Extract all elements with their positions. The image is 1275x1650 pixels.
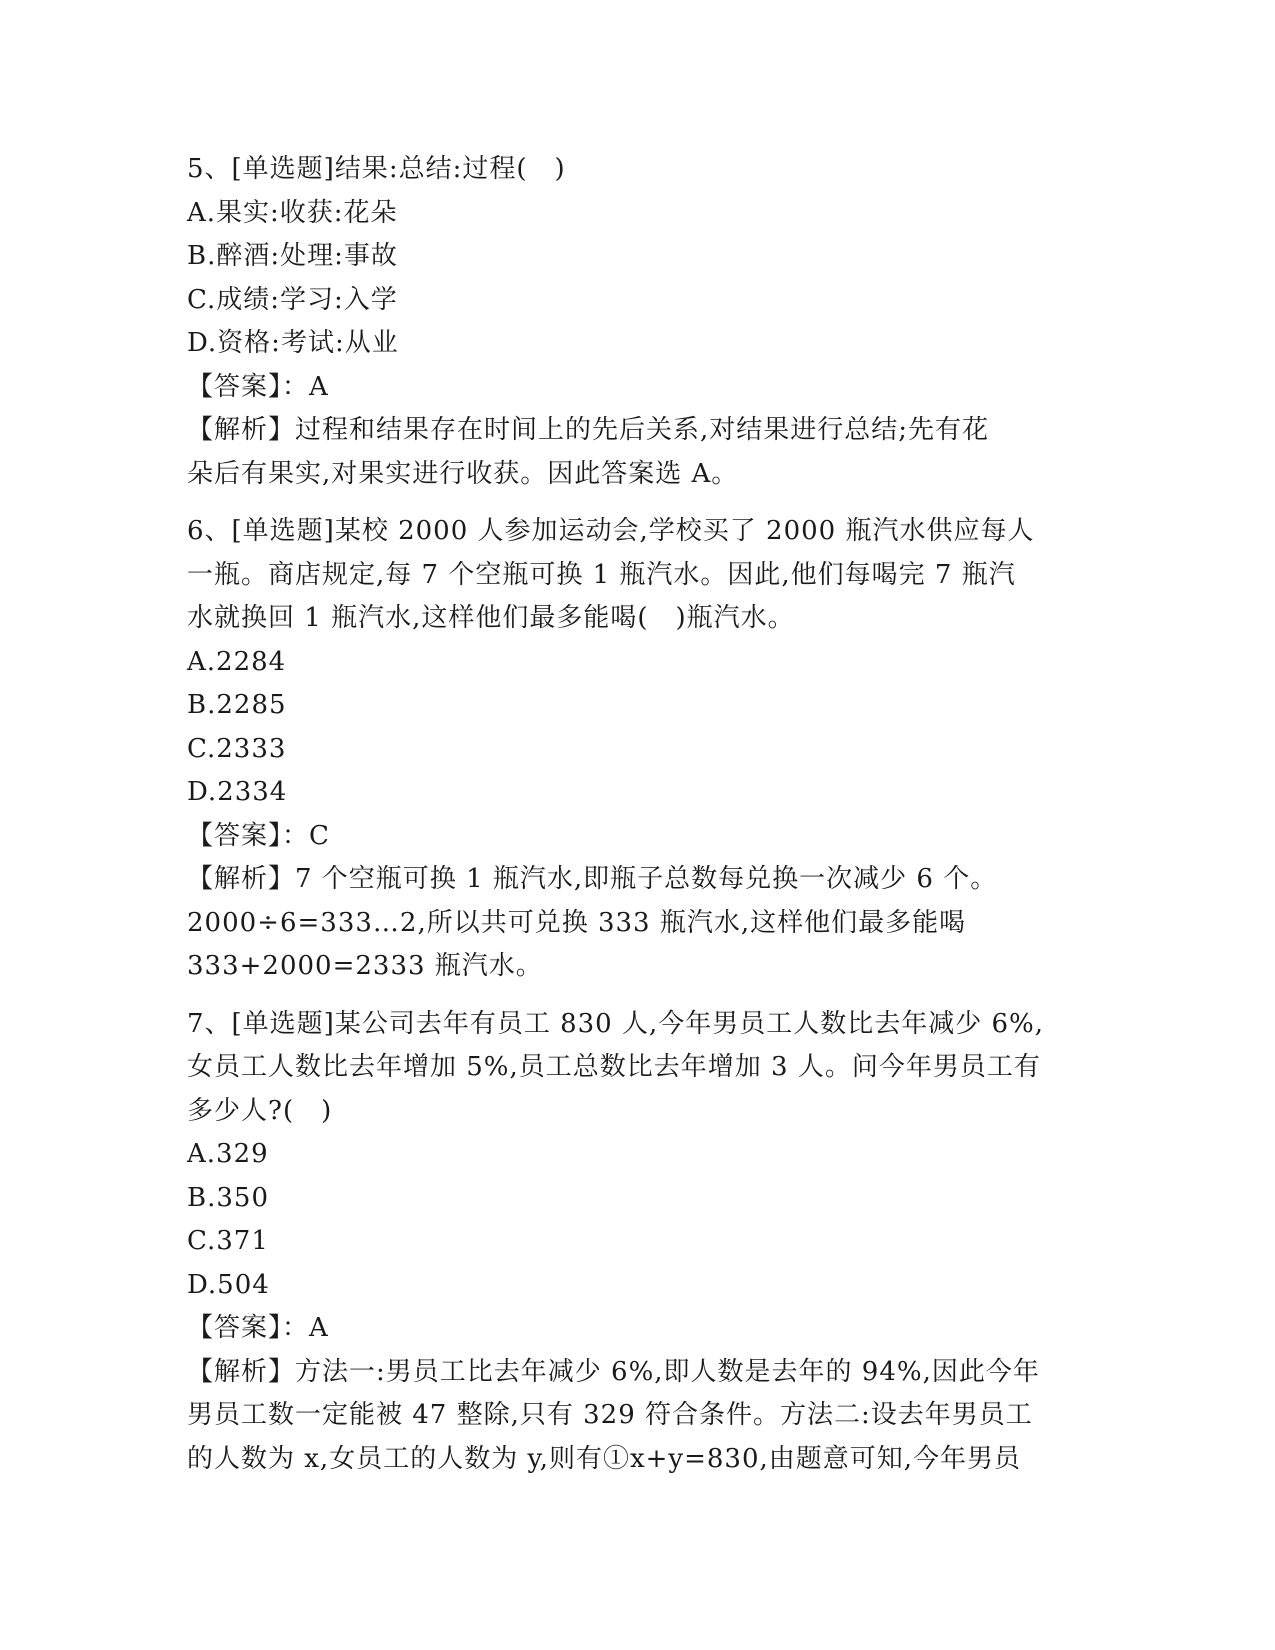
- document-page: [187, 148, 1087, 1481]
- option-c: C.371: [187, 1226, 269, 1256]
- analysis-line: 【解析】过程和结果存在时间上的先后关系,对结果进行总结;先有花: [187, 415, 990, 445]
- analysis-line: 2000÷6=333…2,所以共可兑换 333 瓶汽水,这样他们最多能喝: [187, 907, 967, 938]
- question-stem: 女员工人数比去年增加 5%,员工总数比去年增加 3 人。问今年男员工有: [187, 1052, 1041, 1082]
- option-b: B.2285: [187, 690, 287, 720]
- option-a: A.果实:收获:花朵: [187, 197, 398, 228]
- question-stem: 多少人?( ): [187, 1095, 333, 1126]
- analysis-line: 朵后有果实,对果实进行收获。因此答案选 A。: [187, 458, 739, 489]
- question-7: [187, 1003, 1087, 1482]
- option-d: D.2334: [187, 777, 288, 807]
- option-b: B.350: [187, 1182, 269, 1213]
- analysis-line: 333+2000=2333 瓶汽水。: [187, 951, 543, 981]
- question-6: [187, 510, 1087, 989]
- answer: 【答案】：C: [187, 820, 330, 851]
- question-stem: 水就换回 1 瓶汽水,这样他们最多能喝( )瓶汽水。: [187, 603, 795, 633]
- option-b: B.醉酒:处理:事故: [187, 241, 398, 271]
- analysis-line: 【解析】方法一:男员工比去年减少 6%,即人数是去年的 94%,因此今年: [187, 1356, 1040, 1387]
- option-a: A.2284: [187, 646, 287, 677]
- question-stem: 6、[单选题]某校 2000 人参加运动会,学校买了 2000 瓶汽水供应每人: [187, 516, 1035, 546]
- analysis-line: 男员工数一定能被 47 整除,只有 329 符合条件。方法二:设去年男员工: [187, 1400, 1033, 1430]
- answer: 【答案】：A: [187, 371, 329, 402]
- question-stem: 7、[单选题]某公司去年有员工 830 人,今年男员工人数比去年减少 6%,: [187, 1008, 1045, 1039]
- answer: 【答案】：A: [187, 1313, 329, 1343]
- option-d: D.504: [187, 1269, 270, 1300]
- option-c: C.成绩:学习:入学: [187, 284, 398, 315]
- analysis-line: 【解析】7 个空瓶可换 1 瓶汽水,即瓶子总数每兑换一次减少 6 个。: [187, 864, 998, 894]
- question-stem: 5、[单选题]结果:总结:过程( ): [187, 154, 566, 184]
- analysis-line: 的人数为 x,女员工的人数为 y,则有①x+y=830,由题意可知,今年男员: [187, 1443, 1022, 1474]
- question-5: [187, 148, 1087, 496]
- option-d: D.资格:考试:从业: [187, 328, 399, 358]
- option-a: A.329: [187, 1139, 269, 1169]
- option-c: C.2333: [187, 733, 287, 764]
- question-stem: 一瓶。商店规定,每 7 个空瓶可换 1 瓶汽水。因此,他们每喝完 7 瓶汽: [187, 559, 1016, 590]
